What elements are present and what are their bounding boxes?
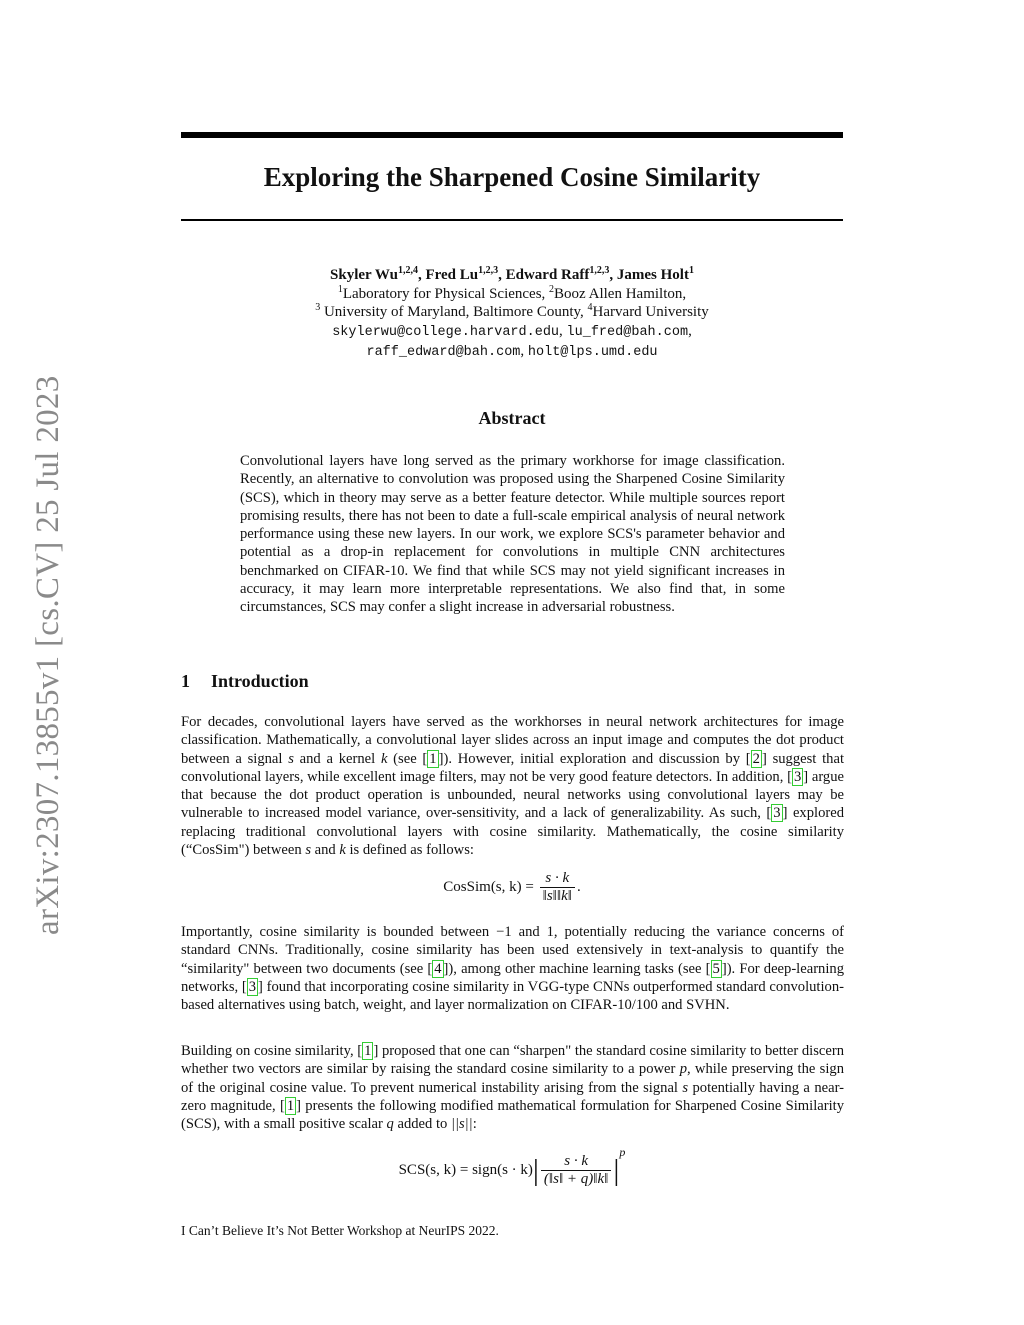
- citation-link[interactable]: [ 4 ]: [427, 960, 449, 977]
- section-number: 1: [181, 671, 190, 691]
- author-name: Edward Raff: [505, 267, 590, 283]
- math-var: ||s||: [450, 1116, 473, 1133]
- math-var: s: [288, 750, 294, 767]
- eq-numerator: s · k: [564, 1153, 589, 1170]
- author-block: [181, 266, 843, 363]
- author-sup: 1,2,3: [478, 265, 499, 276]
- author-sup: 1: [688, 265, 694, 276]
- author: [506, 267, 610, 283]
- math-var: q: [386, 1116, 394, 1133]
- citation-link[interactable]: [ 1 ]: [422, 750, 444, 767]
- eq-power: p: [619, 1145, 626, 1159]
- aff-sup: 1: [337, 283, 343, 295]
- math-var: s: [305, 842, 311, 859]
- section-title: Introduction: [211, 671, 309, 691]
- author-names: Skyler Wu$^{1,2,4}$, Fred Lu$^{1,2,3}$, Edward Raff$^{1,2,3}$, James Holt$^1$: [330, 265, 694, 283]
- paper-title: Exploring the Sharpened Cosine Similarity: [263, 162, 761, 192]
- aff-text: University of Maryland, Baltimore County,: [320, 304, 588, 320]
- eq-denominator: (‖s‖ + q)‖k‖: [541, 1170, 611, 1188]
- aff-text: Laboratory for Physical Sciences,: [342, 285, 550, 302]
- affiliation-line: [181, 285, 843, 304]
- author-sup: 1,2,3: [589, 265, 610, 276]
- math-var: k: [380, 750, 388, 767]
- eq-lhs: CosSim(s, k) =: [443, 878, 534, 895]
- equation-scs: [181, 1145, 843, 1188]
- eq-lhs: SCS(s, k) = sign(s · k): [398, 1162, 533, 1178]
- affiliation-line: [181, 303, 843, 322]
- aff-text: Booz Allen Hamilton,: [554, 285, 687, 302]
- equation-cossim: [181, 870, 843, 905]
- citation-link[interactable]: [ 3 ]: [241, 978, 263, 995]
- abs-bar: |: [532, 1153, 539, 1187]
- aff-sup: 3: [315, 302, 321, 313]
- eq-denominator: ‖s‖‖k‖: [540, 887, 575, 905]
- math-var: p: [679, 1061, 687, 1078]
- author-sup: 1,2,4: [397, 265, 418, 276]
- title-rule-bottom: [181, 219, 843, 221]
- math-var: s: [682, 1079, 689, 1096]
- aff-sup: 2: [549, 283, 555, 295]
- email[interactable]: raff_edward@bah.com: [366, 345, 521, 360]
- eq-numerator: s · k: [545, 870, 570, 886]
- abs-bar: |: [613, 1153, 620, 1187]
- author: [425, 267, 498, 283]
- abstract-text: Convolutional layers have long served as the primary workhorse for image classification. Recently, an alternative to convolution was proposed using the Sharpened Cosine Similarity (SCS), which in theory may serve as a better feature detector. While multiple sources report promising results, there has not been to date a full-scale empirical analysis of neural network performance using these new layers. In our work, we explore SCS's parameter behavior and potential as a drop-in replacement for convolutions in multiple CNN architectures benchmarked on CIFAR-10. We find that while SCS may not yield significant increases in accuracy, it may learn more interpretable representations. We also find that, in some circumstances, SCS may confer a slight increase in adversarial robustness.: [240, 453, 785, 616]
- email[interactable]: skylerwu@college.harvard.edu: [332, 324, 560, 340]
- eq-fraction: [540, 870, 575, 905]
- eq-fraction: [541, 1153, 611, 1188]
- author-name: Fred Lu: [425, 267, 479, 283]
- aff-sup: 4: [587, 302, 593, 313]
- email[interactable]: holt@lps.umd.edu: [527, 345, 658, 360]
- citation-link[interactable]: [ 3 ]: [787, 768, 809, 785]
- author-name: James Holt: [616, 267, 689, 283]
- author: [330, 267, 418, 283]
- citation-link[interactable]: [ 2 ]: [745, 750, 767, 767]
- paragraph: Building on cosine similarity, [ 1 ] proposed that one can “sharpen" the standard cosine similarity to better discern whether two vectors are similar by raising the standard cosine similarity to a power p, while preserving the sign of the original cosine value. To prevent numerical instability arising from the signal s potentially having a near-zero magnitude, [ 1 ] presents the following modified mathematical formulation for Sharpened Cosine Similarity (SCS), with a small positive scalar q added to ||s||:: [181, 1043, 845, 1133]
- eq-tail: .: [576, 878, 581, 895]
- footer-note: I Can’t Believe It’s Not Better Workshop at NeurIPS 2022.: [181, 1223, 499, 1238]
- section-heading: [181, 671, 309, 692]
- citation-link[interactable]: [ 3 ]: [766, 805, 788, 822]
- citation-link[interactable]: [ 1 ]: [279, 1097, 301, 1114]
- paragraph: Importantly, cosine similarity is bounded between −1 and 1, potentially reducing the variance concerns of standard CNNs. Traditionally, cosine similarity has been used extensively in text-analysis to quantify the “similarity" between two documents (see [ 4 ]), among other machine learning tasks (see [ 5 ]). For deep-learning networks, [ 3 ] found that incorporating cosine similarity in VGG-type CNNs outperformed standard convolution-based alternatives using batch, weight, and layer normalization on CIFAR-10/100 and SVHN.: [181, 924, 844, 1014]
- email-line: raff_edward@bah.com, holt@lps.umd.edu: [366, 343, 658, 360]
- author: [617, 267, 694, 283]
- paragraph: For decades, convolutional layers have served as the workhorses in neural network architectures for image classification. Mathematically, a convolutional layer slides across an input image and computes the dot product between a signal s and a kernel k (see [ 1 ]). However, initial exploration and discussion by [ 2 ] suggest that convolutional layers, while excellent image filters, may not be very good feature detectors. In addition, [ 3 ] argue that because the dot product operation is unbounded, neural networks using convolutional layers may be vulnerable to increased model variance, over-sensitivity, and a lack of generalizability. As such, [ 3 ] explored replacing traditional convolutional layers with cosine similarity. Mathematically, the cosine similarity (“CosSim") between s and k is defined as follows:: [181, 714, 844, 859]
- arxiv-stamp: arXiv:2307.13855v1 [cs.CV] 25 Jul 2023: [30, 375, 66, 935]
- citation-link[interactable]: [ 1 ]: [357, 1043, 379, 1059]
- citation-link[interactable]: [ 5 ]: [705, 960, 727, 977]
- email-line: skylerwu@college.harvard.edu, lu_fred@bah.com,: [332, 322, 692, 340]
- abstract-heading: Abstract: [478, 408, 546, 428]
- author-name: Skyler Wu: [330, 267, 398, 283]
- email[interactable]: lu_fred@bah.com: [566, 324, 689, 340]
- title-rule-top: [181, 132, 843, 138]
- aff-text: Harvard University: [592, 304, 709, 320]
- math-var: k: [339, 842, 346, 859]
